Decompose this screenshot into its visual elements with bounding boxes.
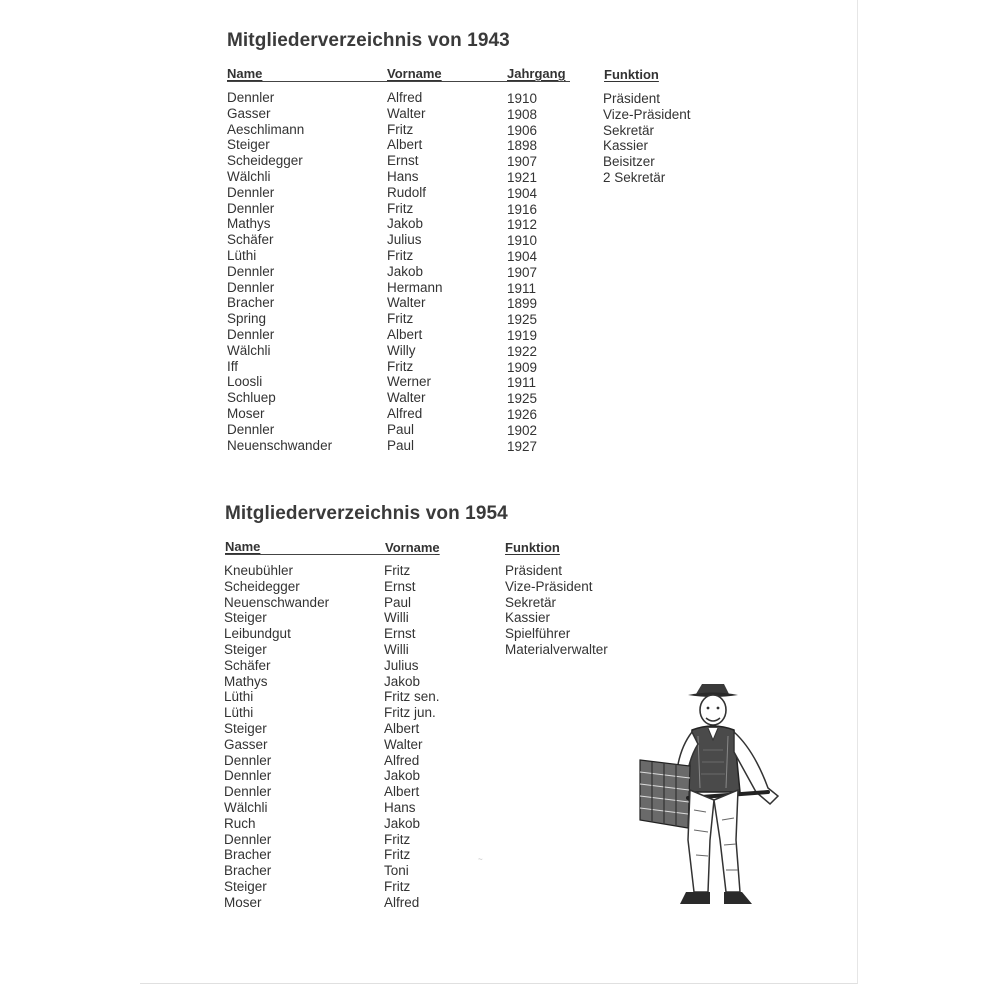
member-jahrgang: 1922: [507, 343, 538, 359]
member-vorname: Fritz sen.: [384, 689, 440, 705]
member-funktion: Präsident: [603, 91, 661, 106]
member-vorname: Willy: [387, 342, 416, 358]
member-vorname: Walter: [387, 295, 426, 311]
member-jahrgang: 1907: [507, 154, 538, 170]
member-jahrgang: 1926: [507, 406, 538, 422]
member-vorname: Willi: [384, 610, 409, 626]
member-vorname: Fritz: [384, 563, 411, 578]
member-funktion: Kassier: [505, 610, 551, 626]
member-vorname: Paul: [387, 421, 415, 437]
member-vorname: Rudolf: [387, 184, 427, 200]
member-funktion: 2 Sekretär: [603, 169, 666, 185]
member-jahrgang: 1910: [507, 233, 538, 249]
member-name: Ruch: [224, 815, 256, 831]
member-name: Scheidegger: [224, 578, 300, 594]
member-funktion: Vize-Präsident: [603, 106, 691, 122]
scan-mark: ~: [478, 855, 483, 864]
member-name: Neuenschwander: [224, 594, 330, 610]
member-vorname: Walter: [387, 105, 426, 121]
member-vorname: Fritz: [384, 847, 411, 863]
member-name: Aeschlimann: [227, 121, 305, 137]
member-vorname: Willi: [384, 641, 409, 657]
member-name: Dennler: [227, 279, 275, 295]
member-vorname: Jakob: [384, 768, 421, 784]
member-jahrgang: 1899: [507, 296, 538, 312]
member-funktion: Vize-Präsident: [505, 578, 593, 594]
member-vorname: Fritz: [384, 878, 411, 894]
member-jahrgang: 1910: [507, 91, 538, 106]
member-jahrgang: 1927: [507, 438, 538, 454]
member-jahrgang: 1904: [507, 185, 538, 201]
member-vorname: Fritz: [387, 200, 414, 216]
member-name: Wälchli: [227, 168, 271, 184]
member-name: Bracher: [227, 295, 275, 311]
member-name: Dennler: [227, 263, 275, 279]
member-funktion: Beisitzer: [603, 154, 655, 170]
header-name-1954: Name: [225, 539, 261, 554]
member-name: Gasser: [227, 105, 271, 121]
header-name-1943: Name: [227, 66, 263, 81]
member-name: Dennler: [224, 784, 272, 800]
member-name: Mathys: [224, 673, 268, 689]
member-vorname: Albert: [384, 720, 420, 736]
member-funktion: Materialverwalter: [505, 641, 608, 657]
member-jahrgang: 1919: [507, 327, 538, 343]
member-jahrgang: 1904: [507, 248, 538, 264]
member-name: Wälchli: [224, 799, 268, 815]
member-name: Dennler: [227, 200, 275, 216]
member-jahrgang: 1911: [507, 280, 537, 296]
member-name: Steiger: [224, 878, 267, 894]
member-name: Spring: [227, 311, 267, 327]
member-name: Steiger: [227, 137, 270, 153]
funktion-column-1943: [603, 91, 691, 186]
header-jahrgang-1943: Jahrgang: [507, 66, 566, 81]
member-name: Kneubühler: [224, 563, 294, 578]
header-funktion-1943: Funktion: [604, 67, 659, 82]
member-name: Bracher: [224, 847, 272, 863]
member-name: Bracher: [224, 863, 272, 879]
header-vorname-1943: Vorname: [387, 66, 442, 81]
member-vorname: Julius: [384, 657, 419, 673]
member-vorname: Walter: [387, 390, 426, 406]
member-jahrgang: 1908: [507, 106, 538, 122]
member-vorname: Alfred: [384, 752, 420, 768]
member-name: Dennler: [227, 421, 275, 437]
member-name: Scheidegger: [227, 153, 303, 169]
member-name: Dennler: [227, 184, 275, 200]
member-vorname: Albert: [384, 784, 420, 800]
header-rule-1943: [227, 81, 570, 82]
header-vorname-1954: Vorname: [385, 540, 440, 555]
member-funktion: Sekretär: [603, 122, 655, 138]
member-name: Dennler: [227, 326, 275, 342]
member-vorname: Walter: [384, 736, 423, 752]
member-vorname: Julius: [387, 232, 422, 248]
member-name: Steiger: [224, 641, 267, 657]
member-name: Schluep: [227, 390, 276, 406]
member-vorname: Jakob: [384, 815, 421, 831]
member-vorname: Alfred: [387, 405, 423, 421]
member-vorname: Jakob: [384, 673, 421, 689]
member-name: Lüthi: [224, 705, 254, 721]
member-jahrgang: 1898: [507, 138, 538, 154]
header-funktion-1954: Funktion: [505, 540, 560, 555]
member-vorname: Toni: [384, 863, 409, 879]
member-name: Leibundgut: [224, 626, 291, 642]
member-jahrgang: 1909: [507, 359, 538, 375]
member-vorname: Ernst: [387, 153, 419, 169]
member-vorname: Paul: [387, 437, 415, 453]
names-column-1954: [224, 563, 329, 911]
member-jahrgang: 1921: [507, 169, 538, 185]
member-name: Neuenschwander: [227, 437, 333, 453]
member-vorname: Fritz: [387, 121, 414, 137]
member-name: Dennler: [224, 831, 272, 847]
member-vorname: Fritz: [387, 358, 414, 374]
member-name: Steiger: [224, 610, 267, 626]
member-name: Lüthi: [224, 689, 254, 705]
member-name: Moser: [224, 894, 262, 910]
man-carrying-crate-woodcut-icon: [628, 680, 788, 915]
member-vorname: Fritz: [387, 247, 414, 263]
member-name: Wälchli: [227, 342, 271, 358]
roster-1943-title: Mitgliederverzeichnis von 1943: [227, 30, 510, 51]
member-funktion: Spielführer: [505, 626, 571, 642]
member-vorname: Fritz jun.: [384, 705, 436, 721]
vornamen-column-1954: [384, 563, 440, 911]
member-vorname: Albert: [387, 326, 423, 342]
member-vorname: Albert: [387, 137, 423, 153]
member-vorname: Ernst: [384, 578, 416, 594]
names-column-1943: [227, 90, 332, 453]
member-name: Schäfer: [224, 657, 271, 673]
member-jahrgang: 1907: [507, 264, 538, 280]
member-name: Moser: [227, 405, 265, 421]
member-name: Gasser: [224, 736, 268, 752]
member-name: Mathys: [227, 216, 271, 232]
member-name: Iff: [227, 358, 239, 374]
member-vorname: Ernst: [384, 626, 416, 642]
member-funktion: Präsident: [505, 563, 563, 578]
member-vorname: Alfred: [387, 90, 423, 105]
member-vorname: Jakob: [387, 216, 424, 232]
header-rule-1954: [225, 554, 435, 555]
member-name: Steiger: [224, 720, 267, 736]
jahrgang-column-1943: [507, 91, 537, 454]
member-jahrgang: 1925: [507, 312, 538, 328]
member-jahrgang: 1912: [507, 217, 538, 233]
member-jahrgang: 1906: [507, 122, 538, 138]
member-funktion: Kassier: [603, 138, 649, 154]
member-name: Schäfer: [227, 232, 274, 248]
roster-1954-title: Mitgliederverzeichnis von 1954: [225, 503, 508, 524]
member-jahrgang: 1911: [507, 375, 537, 391]
member-vorname: Werner: [387, 374, 432, 390]
member-jahrgang: 1925: [507, 391, 538, 407]
member-jahrgang: 1916: [507, 201, 538, 217]
member-vorname: Jakob: [387, 263, 424, 279]
funktion-column-1954: [505, 563, 608, 658]
member-vorname: Alfred: [384, 894, 420, 910]
vornamen-column-1943: [387, 90, 443, 453]
member-name: Lüthi: [227, 247, 257, 263]
member-funktion: Sekretär: [505, 594, 557, 610]
member-vorname: Paul: [384, 594, 412, 610]
member-name: Dennler: [227, 90, 275, 105]
member-vorname: Hermann: [387, 279, 443, 295]
member-vorname: Hans: [384, 799, 416, 815]
member-vorname: Fritz: [387, 311, 414, 327]
member-vorname: Fritz: [384, 831, 411, 847]
member-name: Dennler: [224, 752, 272, 768]
member-vorname: Hans: [387, 168, 419, 184]
member-name: Loosli: [227, 374, 263, 390]
member-name: Dennler: [224, 768, 272, 784]
member-jahrgang: 1902: [507, 422, 538, 438]
